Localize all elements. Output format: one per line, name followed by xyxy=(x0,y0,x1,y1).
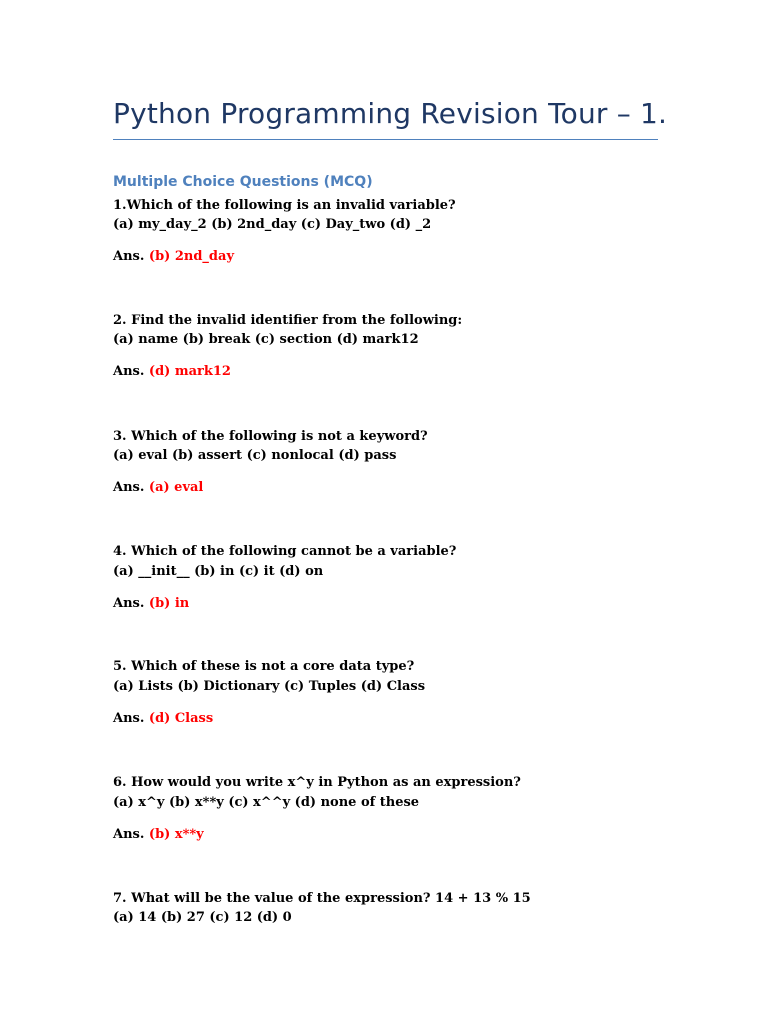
question-4-answer xyxy=(113,594,189,613)
question-3-options: (a) eval (b) assert (c) nonlocal (d) pass xyxy=(113,448,397,463)
question-5-options: (a) Lists (b) Dictionary (c) Tuples (d) Class xyxy=(113,679,426,694)
section-heading: Multiple Choice Questions (MCQ) xyxy=(113,174,373,190)
question-5-text: 5. Which of these is not a core data type? xyxy=(113,659,415,674)
answer-value: (b) 2nd_day xyxy=(148,249,234,264)
answer-value: (b) in xyxy=(148,596,190,611)
question-5-answer xyxy=(113,709,213,728)
title-divider xyxy=(113,139,658,140)
question-2-options: (a) name (b) break (c) section (d) mark12 xyxy=(113,332,419,347)
question-4-text: 4. Which of the following cannot be a variable? xyxy=(113,544,457,559)
question-1-options: (a) my_day_2 (b) 2nd_day (c) Day_two (d) _2 xyxy=(113,217,432,232)
answer-prefix: Ans. xyxy=(113,480,145,495)
answer-prefix: Ans. xyxy=(113,711,145,726)
answer-value: (d) Class xyxy=(148,711,214,726)
page-title: Python Programming Revision Tour – 1. xyxy=(113,97,668,130)
question-3-text: 3. Which of the following is not a keyword? xyxy=(113,429,428,444)
question-1-text: 1.Which of the following is an invalid variable? xyxy=(113,198,456,213)
question-1-answer xyxy=(113,247,234,266)
answer-prefix: Ans. xyxy=(113,596,145,611)
answer-prefix: Ans. xyxy=(113,364,145,379)
question-6-options: (a) x^y (b) x**y (c) x^^y (d) none of these xyxy=(113,795,420,810)
answer-value: (d) mark12 xyxy=(148,364,231,379)
question-6-answer xyxy=(113,825,204,844)
question-7-text: 7. What will be the value of the expression? 14 + 13 % 15 xyxy=(113,891,531,906)
answer-value: (a) eval xyxy=(148,480,204,495)
answer-value: (b) x**y xyxy=(148,827,204,842)
question-4-options: (a) __init__ (b) in (c) it (d) on xyxy=(113,564,324,579)
question-6-text: 6. How would you write x^y in Python as an expression? xyxy=(113,775,521,790)
question-3-answer xyxy=(113,478,203,497)
answer-prefix: Ans. xyxy=(113,249,145,264)
question-7-options: (a) 14 (b) 27 (c) 12 (d) 0 xyxy=(113,910,292,925)
answer-prefix: Ans. xyxy=(113,827,145,842)
question-2-text: 2. Find the invalid identifier from the following: xyxy=(113,313,463,328)
question-2-answer xyxy=(113,362,231,381)
